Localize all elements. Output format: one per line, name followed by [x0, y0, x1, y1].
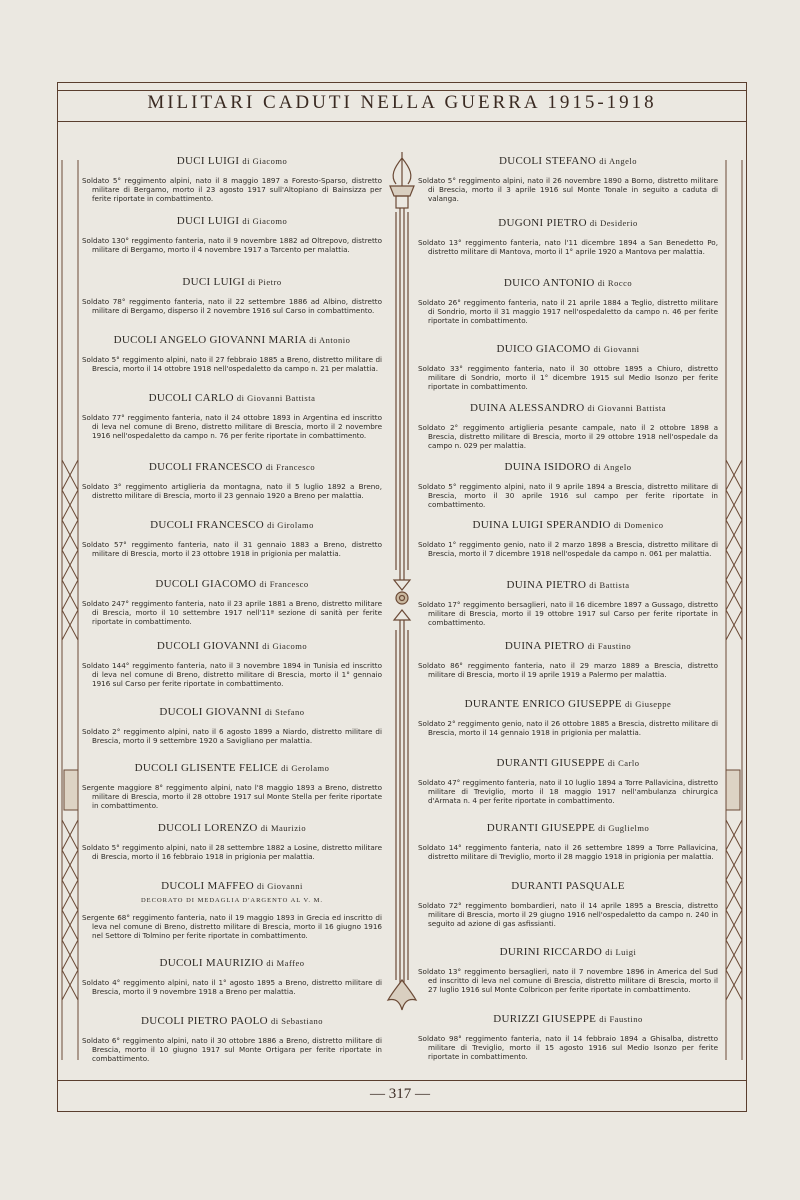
entry-text: Soldato 5° reggimento alpini, nato il 27 febbraio 1885 a Breno, distretto militare di Brescia, morto il 14 ottobre 1918 nell'ospedaletto da campo n. 21 per malattia.	[82, 355, 382, 373]
entry-text: Soldato 2° reggimento alpini, nato il 6 agosto 1899 a Niardo, distretto militare di Brescia, morto il 9 settembre 1920 a Savigliano per malattia.	[82, 727, 382, 745]
entry	[418, 880, 718, 928]
entry	[82, 1015, 382, 1063]
entry-text: Soldato 33° reggimento fanteria, nato il 30 ottobre 1895 a Chiuro, distretto militare di Sondrio, morto il 1° dicembre 1915 sul Medio Isonzo per ferite riportate in combattimento.	[418, 364, 718, 391]
entry-text: Soldato 5° reggimento alpini, nato il 9 aprile 1894 a Brescia, distretto militare di Brescia, morto il 30 aprile 1916 sul campo per ferite riportate in combattimento.	[418, 482, 718, 509]
entry-text: Soldato 144° reggimento fanteria, nato il 3 novembre 1894 in Tunisia ed inscritto di leva nel comune di Breno, distretto militare di Brescia, morto il 1° gennaio 1916 sul Carso per ferite riportate in combattimento.	[82, 661, 382, 688]
left-side-ornament	[58, 160, 82, 1060]
entry	[418, 519, 718, 558]
entry-patronymic: di Faustino	[599, 1014, 643, 1024]
entry-patronymic: di Angelo	[599, 156, 638, 166]
entry-name: DUCOLI PIETRO PAOLO	[140, 1015, 268, 1027]
entry	[82, 334, 382, 373]
entry-name: DUCOLI CARLO	[148, 392, 234, 404]
entry-name: DURIZZI GIUSEPPE	[493, 1013, 597, 1025]
entry	[82, 519, 382, 558]
entry	[418, 343, 718, 391]
entry-name: DUCI LUIGI	[176, 155, 240, 167]
entry-text: Soldato 3° reggimento artiglieria da montagna, nato il 5 luglio 1892 a Breno, distretto militare di Brescia, morto il 23 gennaio 1920 a Breno per malattia.	[82, 482, 382, 500]
entry	[82, 880, 382, 940]
entry-patronymic: di Giovanni Battista	[236, 393, 316, 403]
entry	[82, 822, 382, 861]
entry	[418, 155, 718, 203]
page-number: — 317 —	[370, 1086, 430, 1102]
entry	[418, 579, 718, 627]
entry-patronymic: di Domenico	[613, 520, 664, 530]
entry-patronymic: di Giacomo	[262, 641, 308, 651]
entry-name: DURANTI GIUSEPPE	[486, 822, 596, 834]
entry	[418, 402, 718, 450]
page-title: MILITARI CADUTI NELLA GUERRA 1915-1918	[147, 92, 657, 113]
entry-name: DUCOLI MAFFEO	[161, 880, 254, 892]
entry-text: Soldato 2° reggimento artiglieria pesante campale, nato il 2 ottobre 1898 a Brescia, distretto militare di Brescia, morto il 29 ottobre 1918 nell'ospedale da campo n. 029 per malattia.	[418, 423, 718, 450]
entry-name: DUINA ALESSANDRO	[469, 402, 585, 414]
entry-patronymic: di Rocco	[597, 278, 633, 288]
entry-patronymic: di Giovanni	[593, 344, 640, 354]
entry-text: Sergente 68° reggimento fanteria, nato il 19 maggio 1893 in Grecia ed inscritto di leva nel comune di Breno, distretto militare di Brescia, morto il 16 giugno 1916 nel Settore di Tolmino per ferite riportate in combattimento.	[82, 913, 382, 940]
entry-name: DUCOLI GLISENTE FELICE	[134, 762, 279, 774]
entry-name: DUCOLI GIOVANNI	[159, 706, 262, 718]
entry	[82, 392, 382, 440]
entry	[82, 706, 382, 745]
entry	[418, 277, 718, 325]
entry-patronymic: di Giacomo	[242, 216, 288, 226]
entry-patronymic: di Angelo	[593, 462, 632, 472]
entry-text: Soldato 247° reggimento fanteria, nato il 23 aprile 1881 a Breno, distretto militare di Brescia, morto il 10 settembre 1917 nell'11ª sezione di sanità per ferite riportate in combattimento.	[82, 599, 382, 626]
entry-text: Soldato 4° reggimento alpini, nato il 1° agosto 1895 a Breno, distretto militare di Brescia, morto il 9 novembre 1918 a Breno per malattia.	[82, 978, 382, 996]
center-ornament-column	[382, 150, 422, 1030]
entry-name: DUCOLI GIACOMO	[155, 578, 257, 590]
entry	[418, 461, 718, 509]
entry-patronymic: di Maffeo	[266, 958, 305, 968]
entry	[418, 822, 718, 861]
entry-text: Soldato 47° reggimento fanteria, nato il 10 luglio 1894 a Torre Pallavicina, distretto militare di Treviglio, morto il 18 maggio 1917 nell'ambulanza chirurgica d'Armata n. 4 per ferite riportate in combattimento.	[418, 778, 718, 805]
entry-patronymic: di Giacomo	[242, 156, 288, 166]
entry	[82, 578, 382, 626]
entry-name: DURANTI GIUSEPPE	[496, 757, 605, 769]
entry	[418, 946, 718, 994]
entry	[418, 217, 718, 256]
entry	[418, 757, 718, 805]
entry	[82, 640, 382, 688]
entry-text: Soldato 17° reggimento bersaglieri, nato il 16 dicembre 1897 a Gussago, distretto militare di Brescia, morto il 19 ottobre 1917 sul Carso per ferite riportate in combattimento.	[418, 600, 718, 627]
entry-text: Soldato 6° reggimento alpini, nato il 30 ottobre 1886 a Breno, distretto militare di Brescia, morto il 10 giugno 1917 sul Monte Ortigara per ferite riportate in combattimento.	[82, 1036, 382, 1063]
entry-patronymic: di Pietro	[248, 277, 282, 287]
entry	[418, 640, 718, 679]
entry-name: DUGONI PIETRO	[498, 217, 587, 229]
entry-name: DUCOLI FRANCESCO	[148, 461, 263, 473]
entry-patronymic: di Battista	[589, 580, 630, 590]
entry-patronymic: di Giovanni	[257, 881, 303, 891]
decoration-note: DECORATO DI MEDAGLIA D'ARGENTO AL V. M.	[140, 897, 324, 904]
entry-name: DURINI RICCARDO	[499, 946, 603, 958]
entry-name: DUCOLI STEFANO	[498, 155, 597, 167]
entry-patronymic: di Gerolamo	[281, 763, 330, 773]
entry-patronymic: di Luigi	[605, 947, 637, 957]
entry-text: Soldato 98° reggimento fanteria, nato il 14 febbraio 1894 a Ghisalba, distretto militare di Treviglio, morto il 15 agosto 1916 sul Medio Isonzo per ferite riportate in combattimento.	[418, 1034, 718, 1061]
entry-text: Soldato 5° reggimento alpini, nato il 8 maggio 1897 a Foresto-Sparso, distretto militare di Bergamo, morto il 23 agosto 1917 sull'Altopiano di Bainsizza per ferite riportate in combattimento.	[82, 176, 382, 203]
entry-text: Soldato 57° reggimento fanteria, nato il 31 gennaio 1883 a Breno, distretto militare di Brescia, morto il 23 ottobre 1918 in prigionia per malattia.	[82, 540, 382, 558]
entry-name: DUINA ISIDORO	[504, 461, 591, 473]
entry-name: DUCOLI LORENZO	[157, 822, 258, 834]
entry-text: Soldato 1° reggimento genio, nato il 2 marzo 1898 a Brescia, distretto militare di Brescia, morto il 7 dicembre 1918 nell'ospedale da campo n. 061 per malattia.	[418, 540, 718, 558]
entry-patronymic: di Maurizio	[260, 823, 307, 833]
entry-text: Soldato 14° reggimento fanteria, nato il 26 settembre 1899 a Torre Pallavicina, distretto militare di Treviglio, morto il 28 maggio 1918 in prigionia per malattia.	[418, 843, 718, 861]
entry-text: Soldato 2° reggimento genio, nato il 26 ottobre 1885 a Brescia, distretto militare di Brescia, morto il 14 gennaio 1918 in prigionia per malattia.	[418, 719, 718, 737]
entry-patronymic: di Antonio	[309, 335, 351, 345]
entry-name: DUCOLI ANGELO GIOVANNI MARIA	[113, 334, 307, 346]
entry-text: Soldato 77° reggimento fanteria, nato il 24 ottobre 1893 in Argentina ed inscritto di leva nel comune di Breno, distretto militare di Brescia, morto il 2 novembre 1916 nell'ospedaletto da campo n. 76 per ferite riportate in combattimento.	[82, 413, 382, 440]
entry-text: Soldato 78° reggimento fanteria, nato il 22 settembre 1886 ad Albino, distretto militare di Bergamo, disperso il 2 novembre 1916 sul Carso in combattimento.	[82, 297, 382, 315]
entry-name: DUINA PIETRO	[506, 579, 587, 591]
entry-patronymic: di Faustino	[587, 641, 632, 651]
entry-patronymic: di Giuseppe	[624, 699, 672, 709]
entry-text: Soldato 5° reggimento alpini, nato il 28 settembre 1882 a Losine, distretto militare di Brescia, morto il 16 febbraio 1918 in prigionia per malattia.	[82, 843, 382, 861]
entry-text: Soldato 5° reggimento alpini, nato il 26 novembre 1890 a Borno, distretto militare di Brescia, morto il 3 aprile 1916 sul Monte Tonale in seguito a caduta di valanga.	[418, 176, 718, 203]
footer-rule	[57, 1080, 747, 1081]
entry	[82, 461, 382, 500]
entry	[82, 155, 382, 203]
entry-patronymic: di Giovanni Battista	[587, 403, 667, 413]
entry-name: DUCI LUIGI	[176, 215, 240, 227]
entry-text: Sergente maggiore 8° reggimento alpini, nato l'8 maggio 1893 a Breno, distretto militare di Brescia, morto il 28 ottobre 1917 sul Monte Stella per ferite riportate in combattimento.	[82, 783, 382, 810]
entry	[418, 1013, 718, 1061]
entry-name: DUCOLI FRANCESCO	[150, 519, 264, 531]
entry	[82, 957, 382, 996]
entry-name: DUINA LUIGI SPERANDIO	[472, 519, 611, 531]
entry-patronymic: di Sebastiano	[270, 1016, 324, 1026]
entry-name: DUCI LUIGI	[182, 276, 245, 288]
entry-text: Soldato 130° reggimento fanteria, nato il 9 novembre 1882 ad Oltrepovo, distretto militare di Bergamo, morto il 4 novembre 1917 a Tarcento per malattia.	[82, 236, 382, 254]
entry-name: DUCOLI GIOVANNI	[156, 640, 260, 652]
entry-patronymic: di Francesco	[259, 579, 309, 589]
entry-patronymic: di Desiderio	[589, 218, 638, 228]
entry-name: DUICO ANTONIO	[503, 277, 595, 289]
entry-patronymic: di Girolamo	[267, 520, 314, 530]
entry	[82, 215, 382, 254]
entry-name: DUICO GIACOMO	[496, 343, 591, 355]
entry	[82, 276, 382, 315]
entry	[82, 762, 382, 810]
entry-name: DUINA PIETRO	[504, 640, 585, 652]
entry-name: DURANTI PASQUALE	[511, 880, 625, 892]
entry	[418, 698, 718, 737]
entry-text: Soldato 86° reggimento fanteria, nato il 29 marzo 1889 a Brescia, distretto militare di Brescia, morto il 19 aprile 1919 a Palermo per malattia.	[418, 661, 718, 679]
entry-text: Soldato 13° reggimento bersaglieri, nato il 7 novembre 1896 in America del Sud ed inscritto di leva nel comune di Brescia, distretto militare di Brescia, morto il 27 luglio 1916 sul Monte Colbricon per ferite riportate in combattimento.	[418, 967, 718, 994]
entry-name: DURANTE ENRICO GIUSEPPE	[464, 698, 622, 710]
entry-name: DUCOLI MAURIZIO	[159, 957, 264, 969]
entry-text: Soldato 13° reggimento fanteria, nato l'11 dicembre 1894 a San Benedetto Po, distretto militare di Mantova, morto il 1° aprile 1920 a Mantova per malattia.	[418, 238, 718, 256]
right-side-ornament	[722, 160, 746, 1060]
entry-patronymic: di Francesco	[265, 462, 316, 472]
entry-patronymic: di Guglielmo	[598, 823, 650, 833]
entry-text: Soldato 72° reggimento bombardieri, nato il 14 aprile 1895 a Brescia, distretto militare di Brescia, morto il 29 giugno 1916 nell'ospedaletto da campo n. 240 in seguito ad azione di gas asfissianti.	[418, 901, 718, 928]
entry-text: Soldato 26° reggimento fanteria, nato il 21 aprile 1884 a Teglio, distretto militare di Sondrio, morto il 31 maggio 1917 nell'ospedaletto da campo n. 46 per ferite riportate in combattimento.	[418, 298, 718, 325]
entry-patronymic: di Stefano	[264, 707, 305, 717]
entry-patronymic: di Carlo	[607, 758, 640, 768]
